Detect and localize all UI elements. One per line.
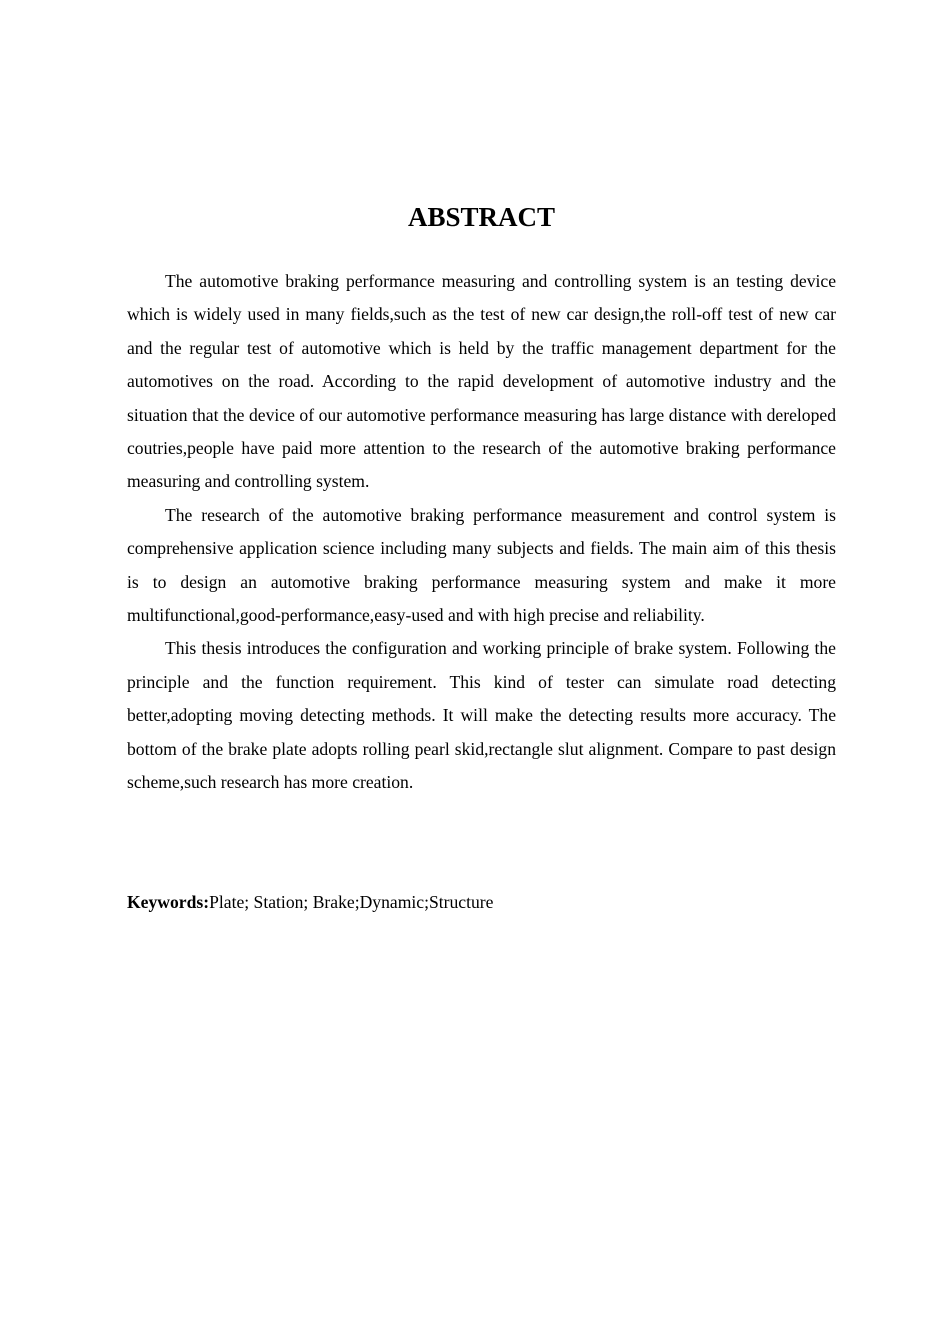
keywords-label: Keywords:: [127, 892, 210, 912]
keywords-value: Plate; Station; Brake;Dynamic;Structure: [209, 892, 494, 912]
abstract-paragraph-2: The research of the automotive braking performance measurement and control system is comprehensive application science including many subjects and fields. The main aim of this thesis is to design an automotive braking performance measuring system and make it more multifunctional,good-performance,easy-used and with high precise and reliability.: [127, 504, 836, 626]
abstract-paragraph-3: This thesis introduces the configuration and working principle of brake system. Following the principle and the function requirement. This kind of tester can simulate road detecting better,adopting moving detecting methods. It will make the detecting results more accuracy. The bottom of the brake plate adopts rolling pearl skid,rectangle slut alignment. Compare to past design scheme,such research has more creation.: [127, 638, 836, 793]
abstract-paragraph-1: The automotive braking performance measuring and controlling system is an testing device which is widely used in many fields,such as the test of new car design,the roll-off test of new car and the regular test of automotive which is held by the traffic management department for the automotives on the road. According to the rapid development of automotive industry and the situation that the device of our automotive performance measuring has large distance with dereloped coutries,people have paid more attention to the research of the automotive braking performance measuring and controlling system.: [127, 271, 836, 492]
abstract-title: ABSTRACT: [407, 202, 556, 232]
keywords-line: [127, 886, 836, 919]
abstract-body: [127, 265, 836, 800]
